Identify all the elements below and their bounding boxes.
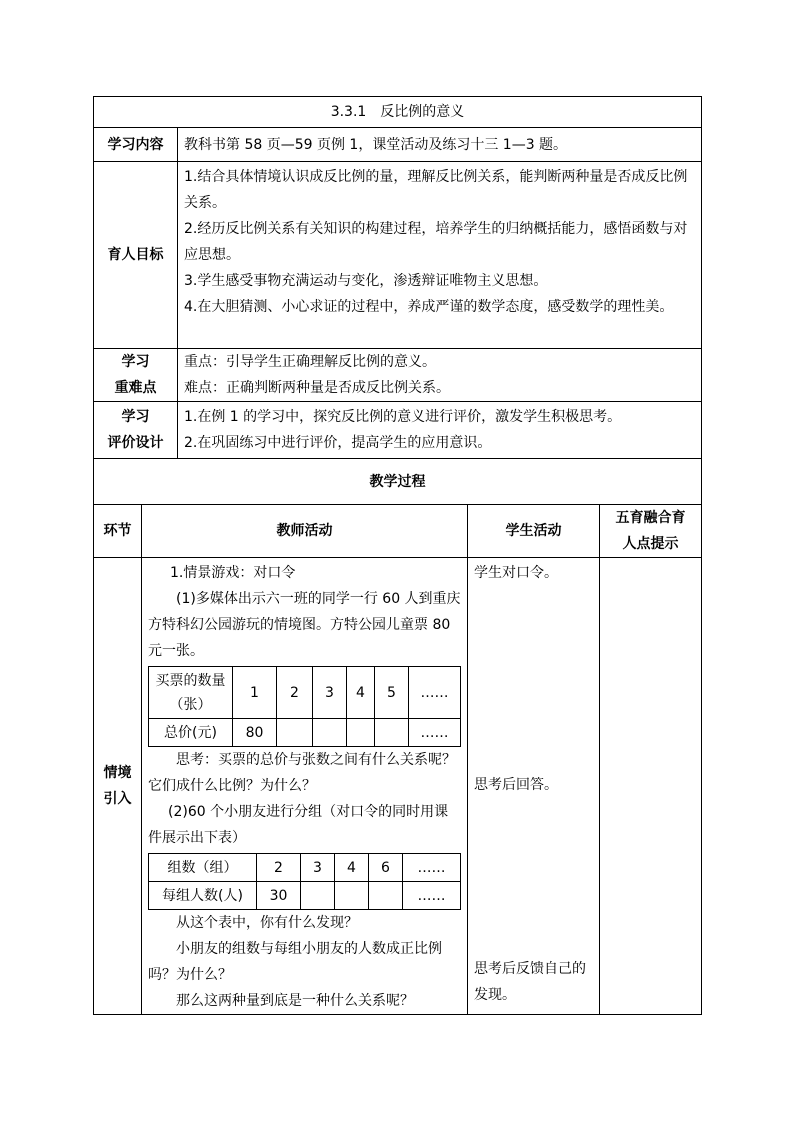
teacher-para: (1)多媒体出示六一班的同学一行 60 人到重庆方特科幻公园游玩的情境图。方特公园儿童票 80 元一张。 xyxy=(148,591,461,659)
teacher-para: 小朋友的组数与每组小朋友的人数成正比例吗？为什么？ xyxy=(148,941,442,983)
table-cell: …… xyxy=(409,667,461,719)
goal-item: 3.学生感受事物充满运动与变化，渗透辩证唯物主义思想。 xyxy=(184,273,548,289)
table-cell: 30 xyxy=(257,882,301,910)
header-teacher: 教师活动 xyxy=(142,505,468,558)
evaluation-list xyxy=(178,402,702,459)
keypoints-label-line2: 重难点 xyxy=(114,380,157,396)
goal-item: 1.结合具体情境认识成反比例的量，理解反比例关系，能判断两种量是否成反比例关系。 xyxy=(184,169,688,211)
goals-label: 育人目标 xyxy=(94,162,178,349)
keypoints-label-line1: 学习 xyxy=(121,354,150,370)
student-item: 思考后反馈自己的发现。 xyxy=(474,961,586,1003)
lesson-title: 3.3.1 反比例的意义 xyxy=(94,97,702,128)
hint-cell xyxy=(600,558,702,1015)
header-hint-line1: 五育融合育 xyxy=(615,510,686,526)
table-cell: 3 xyxy=(313,667,347,719)
teacher-activity xyxy=(142,558,468,1015)
table-cell xyxy=(347,719,375,747)
table-cell: …… xyxy=(409,719,461,747)
ticket-table xyxy=(148,666,461,747)
table-cell xyxy=(375,719,409,747)
evaluation-item: 2.在巩固练习中进行评价，提高学生的应用意识。 xyxy=(184,435,492,451)
keypoints-list xyxy=(178,349,702,402)
keypoint-item: 难点：正确判断两种量是否成反比例关系。 xyxy=(184,380,450,396)
keypoints-label xyxy=(94,349,178,402)
table-cell xyxy=(301,882,335,910)
table-cell: 80 xyxy=(233,719,277,747)
teacher-para: 1.情景游戏：对口令 xyxy=(170,565,296,581)
lesson-plan xyxy=(93,96,701,1015)
lesson-table xyxy=(93,96,702,1015)
keypoint-item: 重点：引导学生正确理解反比例的意义。 xyxy=(184,354,436,370)
student-item: 思考后回答。 xyxy=(474,777,558,793)
table-cell xyxy=(277,719,313,747)
table-cell: 5 xyxy=(375,667,409,719)
per-group-label: 每组人数(人) xyxy=(149,882,257,910)
teacher-para: 那么这两种量到底是一种什么关系呢？ xyxy=(176,993,414,1009)
evaluation-label xyxy=(94,402,178,459)
evaluation-item: 1.在例 1 的学习中，探究反比例的意义进行评价，激发学生积极思考。 xyxy=(184,409,622,425)
group-count-label: 组数（组） xyxy=(149,854,257,882)
header-student: 学生活动 xyxy=(468,505,600,558)
table-cell: 4 xyxy=(347,667,375,719)
evaluation-label-line1: 学习 xyxy=(121,409,150,425)
header-hint-line2: 人点提示 xyxy=(622,536,679,552)
table-cell: 3 xyxy=(301,854,335,882)
content-text: 教科书第 58 页—59 页例 1，课堂活动及练习十三 1—3 题。 xyxy=(178,128,702,162)
table-cell: 6 xyxy=(369,854,403,882)
content-label: 学习内容 xyxy=(94,128,178,162)
header-hint xyxy=(600,505,702,558)
total-price-label: 总价(元) xyxy=(149,719,233,747)
teacher-para: (2)60 个小朋友进行分组（对口令的同时用课件展示出下表） xyxy=(148,804,449,846)
table-cell: 4 xyxy=(335,854,369,882)
header-stage: 环节 xyxy=(94,505,142,558)
table-cell: 2 xyxy=(257,854,301,882)
student-activity xyxy=(468,558,600,1015)
teacher-para: 思考：买票的总价与张数之间有什么关系呢？它们成什么比例？为什么？ xyxy=(148,752,456,794)
goal-item: 4.在大胆猜测、小心求证的过程中，养成严谨的数学态度，感受数学的理性美。 xyxy=(184,299,674,315)
table-cell xyxy=(313,719,347,747)
evaluation-label-line2: 评价设计 xyxy=(107,435,164,451)
stage-label-line2: 引入 xyxy=(103,791,132,807)
goals-list xyxy=(178,162,702,349)
table-cell: …… xyxy=(403,854,461,882)
process-title: 教学过程 xyxy=(94,459,702,505)
group-table xyxy=(148,853,461,910)
table-cell xyxy=(335,882,369,910)
table-cell: 2 xyxy=(277,667,313,719)
teacher-para: 从这个表中，你有什么发现？ xyxy=(176,915,358,931)
goal-item: 2.经历反比例关系有关知识的构建过程，培养学生的归纳概括能力，感悟函数与对应思想。 xyxy=(184,221,688,263)
table-cell xyxy=(369,882,403,910)
student-item: 学生对口令。 xyxy=(474,565,558,581)
table-cell: …… xyxy=(403,882,461,910)
table-cell: 1 xyxy=(233,667,277,719)
stage-label xyxy=(94,558,142,1015)
ticket-count-label: 买票的数量（张） xyxy=(149,667,233,719)
stage-label-line1: 情境 xyxy=(103,765,132,781)
